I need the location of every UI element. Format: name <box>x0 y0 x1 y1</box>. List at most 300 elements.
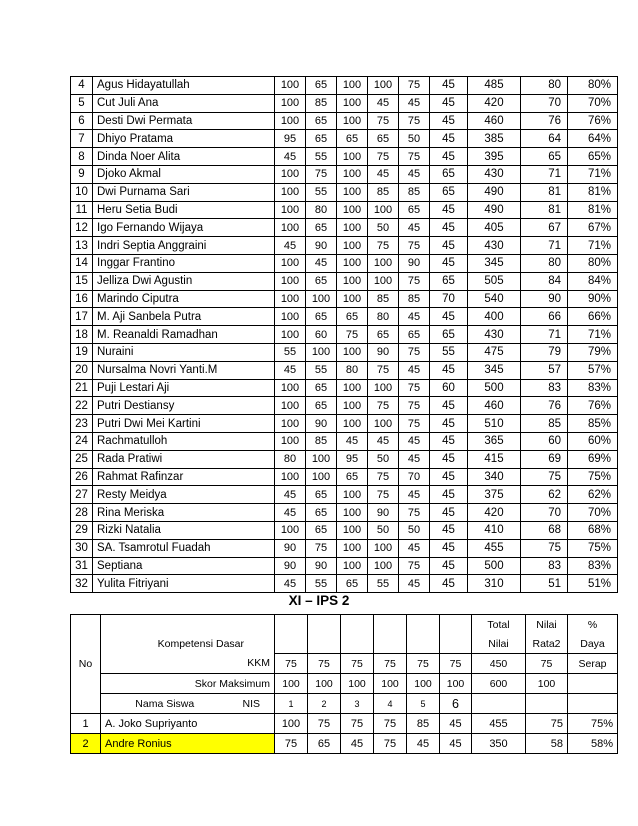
total-score: 420 <box>468 94 521 112</box>
total-score: 455 <box>472 714 526 734</box>
absorption-percent: 51% <box>568 575 618 593</box>
kd-score: 75 <box>399 237 430 255</box>
total-score: 460 <box>468 112 521 130</box>
kd-score: 50 <box>399 130 430 148</box>
kd-score: 75 <box>368 237 399 255</box>
kd-score: 80 <box>275 450 306 468</box>
kd-score: 85 <box>399 290 430 308</box>
kd-score: 100 <box>275 714 308 734</box>
kd-score: 85 <box>306 432 337 450</box>
average-score: 81 <box>521 201 568 219</box>
row-number: 14 <box>71 254 93 272</box>
average-score: 65 <box>521 148 568 166</box>
absorption-percent: 64% <box>568 130 618 148</box>
kd-score: 75 <box>399 343 430 361</box>
kkm-row <box>71 654 618 674</box>
absorption-percent: 84% <box>568 272 618 290</box>
kd-score: 85 <box>407 714 440 734</box>
kd-score: 65 <box>308 734 341 754</box>
absorption-percent: 81% <box>568 183 618 201</box>
kd-score: 100 <box>368 557 399 575</box>
kd-score: 100 <box>275 379 306 397</box>
row-number: 21 <box>71 379 93 397</box>
student-name: Marindo Ciputra <box>93 290 275 308</box>
absorption-percent: 71% <box>568 237 618 255</box>
kd-score: 90 <box>306 557 337 575</box>
row-number: 15 <box>71 272 93 290</box>
kd-score: 100 <box>368 415 399 433</box>
kd-score: 90 <box>306 237 337 255</box>
kd-score: 65 <box>306 486 337 504</box>
kd-score: 100 <box>337 94 368 112</box>
absorption-percent: 57% <box>568 361 618 379</box>
table-row <box>71 486 618 504</box>
total-score: 475 <box>468 343 521 361</box>
table-row <box>71 734 618 754</box>
header-kd-cell <box>308 634 341 654</box>
header-kd-cell <box>440 615 472 635</box>
row-number: 13 <box>71 237 93 255</box>
table-row <box>71 148 618 166</box>
total-score: 420 <box>468 504 521 522</box>
table-row <box>71 94 618 112</box>
kd-number: 3 <box>341 694 374 714</box>
kd-score: 75 <box>275 734 308 754</box>
kd-score: 45 <box>275 504 306 522</box>
average-score: 66 <box>521 308 568 326</box>
absorption-percent: 76% <box>568 112 618 130</box>
kd-score: 100 <box>306 290 337 308</box>
kd-score: 75 <box>368 486 399 504</box>
table-row <box>71 254 618 272</box>
kd-number-row <box>71 694 618 714</box>
row-number: 1 <box>71 714 101 734</box>
absorption-percent: 71% <box>568 165 618 183</box>
kd-score: 45 <box>275 575 306 593</box>
average-score: 76 <box>521 112 568 130</box>
kd6-score: 45 <box>430 112 468 130</box>
table-row <box>71 468 618 486</box>
kd6-score: 45 <box>430 521 468 539</box>
kd-score: 90 <box>368 343 399 361</box>
total-score: 345 <box>468 254 521 272</box>
kd6-score: 45 <box>430 557 468 575</box>
kd-score: 100 <box>275 308 306 326</box>
nilai2-header: Nilai <box>472 634 526 654</box>
row-number: 11 <box>71 201 93 219</box>
kd6-score: 45 <box>430 201 468 219</box>
kd-score: 100 <box>337 379 368 397</box>
student-name: A. Joko Supriyanto <box>101 714 275 734</box>
kd-score: 55 <box>275 343 306 361</box>
kd-score: 75 <box>306 165 337 183</box>
kd-score: 45 <box>368 165 399 183</box>
total-score: 350 <box>472 734 526 754</box>
student-name: Rina Meriska <box>93 504 275 522</box>
kd6-score: 65 <box>430 183 468 201</box>
table-row <box>71 165 618 183</box>
kd6-score: 45 <box>430 148 468 166</box>
row-number: 4 <box>71 77 93 95</box>
absorption-percent: 70% <box>568 504 618 522</box>
skor-value: 100 <box>275 674 308 694</box>
kkm-value: 75 <box>341 654 374 674</box>
kd-score: 55 <box>306 183 337 201</box>
student-name: M. Aji Sanbela Putra <box>93 308 275 326</box>
kd-score: 45 <box>368 432 399 450</box>
table-row <box>71 432 618 450</box>
kkm-value: 75 <box>374 654 407 674</box>
kd-score: 100 <box>337 254 368 272</box>
total-score: 500 <box>468 379 521 397</box>
average-score: 57 <box>521 361 568 379</box>
header-kd-cell <box>341 615 374 635</box>
average-score: 76 <box>521 397 568 415</box>
header-kd-cell <box>308 615 341 635</box>
average-score: 71 <box>521 237 568 255</box>
kd-score: 45 <box>407 734 440 754</box>
table-row <box>71 201 618 219</box>
kd-score: 100 <box>275 468 306 486</box>
kd-number: 6 <box>440 694 472 714</box>
kd-score: 100 <box>337 272 368 290</box>
row-number: 24 <box>71 432 93 450</box>
student-name: Inggar Frantino <box>93 254 275 272</box>
average-score: 60 <box>521 432 568 450</box>
kd-score: 65 <box>306 130 337 148</box>
kkm-value: 75 <box>308 654 341 674</box>
kd-score: 75 <box>399 379 430 397</box>
rata2-header: Rata2 <box>526 634 568 654</box>
student-name: M. Reanaldi Ramadhan <box>93 326 275 344</box>
kd6-score: 45 <box>430 450 468 468</box>
average-score: 84 <box>521 272 568 290</box>
total-score: 395 <box>468 148 521 166</box>
kd-score: 75 <box>374 714 407 734</box>
table-row <box>71 361 618 379</box>
kd-score: 55 <box>368 575 399 593</box>
kd6-score: 45 <box>430 504 468 522</box>
kd6-score: 45 <box>430 432 468 450</box>
kd-score: 45 <box>275 361 306 379</box>
kd6-score: 45 <box>430 237 468 255</box>
header-kd-cell <box>374 615 407 635</box>
scores-table-ips2-body <box>71 714 618 754</box>
kd-score: 45 <box>399 432 430 450</box>
student-name: Rizki Natalia <box>93 521 275 539</box>
kd-score: 65 <box>368 130 399 148</box>
table-row <box>71 397 618 415</box>
absorption-percent: 67% <box>568 219 618 237</box>
kd-score: 100 <box>337 237 368 255</box>
skor-value: 100 <box>308 674 341 694</box>
kd-score: 100 <box>368 254 399 272</box>
skor-value: 100 <box>341 674 374 694</box>
kd-score: 50 <box>399 521 430 539</box>
total-header: Total <box>472 615 526 635</box>
kd-score: 100 <box>306 450 337 468</box>
kd-score: 60 <box>306 326 337 344</box>
kd-blank <box>526 694 568 714</box>
kd-score: 45 <box>399 486 430 504</box>
total-score: 430 <box>468 326 521 344</box>
table-row <box>71 112 618 130</box>
average-score: 75 <box>526 714 568 734</box>
header-blank <box>101 615 275 635</box>
table-row <box>71 272 618 290</box>
row-number: 25 <box>71 450 93 468</box>
row-number: 9 <box>71 165 93 183</box>
header-row-1 <box>71 615 618 635</box>
row-number: 27 <box>71 486 93 504</box>
kd6-score: 45 <box>430 361 468 379</box>
kd-score: 75 <box>399 272 430 290</box>
kd-score: 100 <box>275 183 306 201</box>
kkm-total: 450 <box>472 654 526 674</box>
row-number: 31 <box>71 557 93 575</box>
table-row <box>71 714 618 734</box>
kd-score: 100 <box>306 468 337 486</box>
row-number: 6 <box>71 112 93 130</box>
skor-label: Skor Maksimum <box>101 674 275 694</box>
kd-score: 75 <box>374 734 407 754</box>
kd-score: 80 <box>368 308 399 326</box>
kd-score: 75 <box>399 77 430 95</box>
kd-number: 4 <box>374 694 407 714</box>
table-row <box>71 326 618 344</box>
kd6-score: 45 <box>430 539 468 557</box>
student-name: Igo Fernando Wijaya <box>93 219 275 237</box>
kd-score: 100 <box>368 272 399 290</box>
student-name: Dinda Noer Alita <box>93 148 275 166</box>
total-score: 430 <box>468 237 521 255</box>
student-name: Putri Destiansy <box>93 397 275 415</box>
absorption-percent: 66% <box>568 308 618 326</box>
kd-score: 100 <box>275 112 306 130</box>
student-name: Septiana <box>93 557 275 575</box>
kd-score: 90 <box>275 539 306 557</box>
kd-score: 65 <box>337 468 368 486</box>
total-score: 460 <box>468 397 521 415</box>
average-score: 81 <box>521 183 568 201</box>
kd-score: 65 <box>306 219 337 237</box>
header-kd-cell <box>275 634 308 654</box>
kd-score: 65 <box>368 326 399 344</box>
no-header <box>71 615 101 714</box>
kd-score: 65 <box>399 326 430 344</box>
kd6-score: 45 <box>430 77 468 95</box>
kd-score: 100 <box>275 201 306 219</box>
student-name: Jelliza Dwi Agustin <box>93 272 275 290</box>
student-name: Djoko Akmal <box>93 165 275 183</box>
kd-score: 65 <box>306 397 337 415</box>
kkm-value: 75 <box>407 654 440 674</box>
kd-score: 75 <box>368 361 399 379</box>
kd6-score: 45 <box>430 397 468 415</box>
kd-score: 65 <box>337 130 368 148</box>
nilai-header: Nilai <box>526 615 568 635</box>
total-score: 365 <box>468 432 521 450</box>
average-score: 70 <box>521 94 568 112</box>
kd-score: 100 <box>337 77 368 95</box>
absorption-percent: 65% <box>568 148 618 166</box>
kd-score: 75 <box>399 504 430 522</box>
absorption-percent: 80% <box>568 77 618 95</box>
kd6-score: 45 <box>430 94 468 112</box>
kd-score: 100 <box>337 219 368 237</box>
kd-score: 65 <box>399 201 430 219</box>
average-score: 80 <box>521 77 568 95</box>
kd6-score: 45 <box>430 575 468 593</box>
absorption-percent: 90% <box>568 290 618 308</box>
kd-score: 90 <box>306 415 337 433</box>
kd-score: 85 <box>368 183 399 201</box>
row-number: 30 <box>71 539 93 557</box>
row-number: 7 <box>71 130 93 148</box>
kd-score: 45 <box>399 450 430 468</box>
kd6-score: 45 <box>430 486 468 504</box>
section-title: XI – IPS 2 <box>288 593 350 608</box>
header-kd-cell <box>407 634 440 654</box>
kd-score: 90 <box>275 557 306 575</box>
kd-score: 100 <box>337 504 368 522</box>
student-name: Rahmat Rafinzar <box>93 468 275 486</box>
kd6-score: 45 <box>430 468 468 486</box>
kd-score: 75 <box>341 714 374 734</box>
kd6-score: 60 <box>430 379 468 397</box>
absorption-percent: 69% <box>568 450 618 468</box>
kd-score: 100 <box>306 343 337 361</box>
total-score: 310 <box>468 575 521 593</box>
header-kd-cell <box>440 634 472 654</box>
kd-score: 45 <box>399 165 430 183</box>
table-row <box>71 521 618 539</box>
absorption-percent: 76% <box>568 397 618 415</box>
student-name: Agus Hidayatullah <box>93 77 275 95</box>
kd-score: 45 <box>275 486 306 504</box>
kd-score: 45 <box>275 148 306 166</box>
kd-score: 45 <box>399 539 430 557</box>
student-name: Rachmatulloh <box>93 432 275 450</box>
kd-score: 100 <box>368 201 399 219</box>
kd-score: 100 <box>368 539 399 557</box>
table-row <box>71 237 618 255</box>
kd6-score: 45 <box>430 308 468 326</box>
kd-score: 45 <box>306 254 337 272</box>
kd-score: 100 <box>275 272 306 290</box>
kd-score: 100 <box>337 539 368 557</box>
total-score: 340 <box>468 468 521 486</box>
kd-score: 45 <box>341 734 374 754</box>
kd6-score: 65 <box>430 272 468 290</box>
average-score: 58 <box>526 734 568 754</box>
header-kd-cell <box>275 615 308 635</box>
skor-value: 100 <box>374 674 407 694</box>
kd-blank <box>568 694 618 714</box>
kd-score: 45 <box>399 575 430 593</box>
table-row <box>71 130 618 148</box>
absorption-percent: 79% <box>568 343 618 361</box>
total-score: 490 <box>468 201 521 219</box>
kd-score: 75 <box>399 557 430 575</box>
nama-header: Nama Siswa <box>101 694 229 714</box>
absorption-percent: 75% <box>568 468 618 486</box>
nis-header: NIS <box>229 694 275 714</box>
student-name: Cut Juli Ana <box>93 94 275 112</box>
header-kd-cell <box>407 615 440 635</box>
absorption-percent: 83% <box>568 557 618 575</box>
kd-score: 100 <box>275 415 306 433</box>
no-header-label: No <box>78 658 93 670</box>
average-score: 71 <box>521 326 568 344</box>
row-number: 12 <box>71 219 93 237</box>
kd-score: 75 <box>337 326 368 344</box>
kd-score: 75 <box>306 539 337 557</box>
kd-score: 100 <box>275 165 306 183</box>
average-score: 75 <box>521 539 568 557</box>
absorption-percent: 81% <box>568 201 618 219</box>
kd-score: 75 <box>368 468 399 486</box>
kd-score: 70 <box>399 468 430 486</box>
kd-score: 65 <box>337 308 368 326</box>
kd-score: 65 <box>337 575 368 593</box>
kd-number: 2 <box>308 694 341 714</box>
kd-score: 85 <box>306 94 337 112</box>
row-number: 8 <box>71 148 93 166</box>
absorption-percent: 62% <box>568 486 618 504</box>
absorption-percent: 75% <box>568 539 618 557</box>
kd-score: 100 <box>337 148 368 166</box>
kd-score: 100 <box>337 112 368 130</box>
total-score: 400 <box>468 308 521 326</box>
kd-score: 100 <box>275 326 306 344</box>
kd-score: 65 <box>306 77 337 95</box>
kd6-score: 45 <box>430 254 468 272</box>
student-name: Desti Dwi Permata <box>93 112 275 130</box>
kd-score: 75 <box>399 112 430 130</box>
kd-score: 45 <box>399 94 430 112</box>
total-score: 415 <box>468 450 521 468</box>
kd-score: 100 <box>275 219 306 237</box>
skor-value: 100 <box>407 674 440 694</box>
kd-score: 85 <box>368 290 399 308</box>
kd-score: 75 <box>368 112 399 130</box>
kd-score: 100 <box>337 486 368 504</box>
total-score: 345 <box>468 361 521 379</box>
row-number: 32 <box>71 575 93 593</box>
kd-score: 65 <box>306 112 337 130</box>
average-score: 69 <box>521 450 568 468</box>
table-row <box>71 575 618 593</box>
daya-header: Daya <box>568 634 618 654</box>
row-number: 26 <box>71 468 93 486</box>
student-name: SA. Tsamrotul Fuadah <box>93 539 275 557</box>
table-row <box>71 539 618 557</box>
kd-score: 45 <box>368 94 399 112</box>
kd-score: 100 <box>368 77 399 95</box>
kd-score: 95 <box>337 450 368 468</box>
kd-score: 50 <box>368 219 399 237</box>
student-name: Andre Ronius <box>101 734 275 754</box>
kd6-score: 45 <box>440 714 472 734</box>
average-score: 80 <box>521 254 568 272</box>
kd6-score: 45 <box>430 130 468 148</box>
kd-score: 90 <box>368 504 399 522</box>
student-name: Nursalma Novri Yanti.M <box>93 361 275 379</box>
total-score: 385 <box>468 130 521 148</box>
kd-number: 1 <box>275 694 308 714</box>
kd-score: 100 <box>275 521 306 539</box>
